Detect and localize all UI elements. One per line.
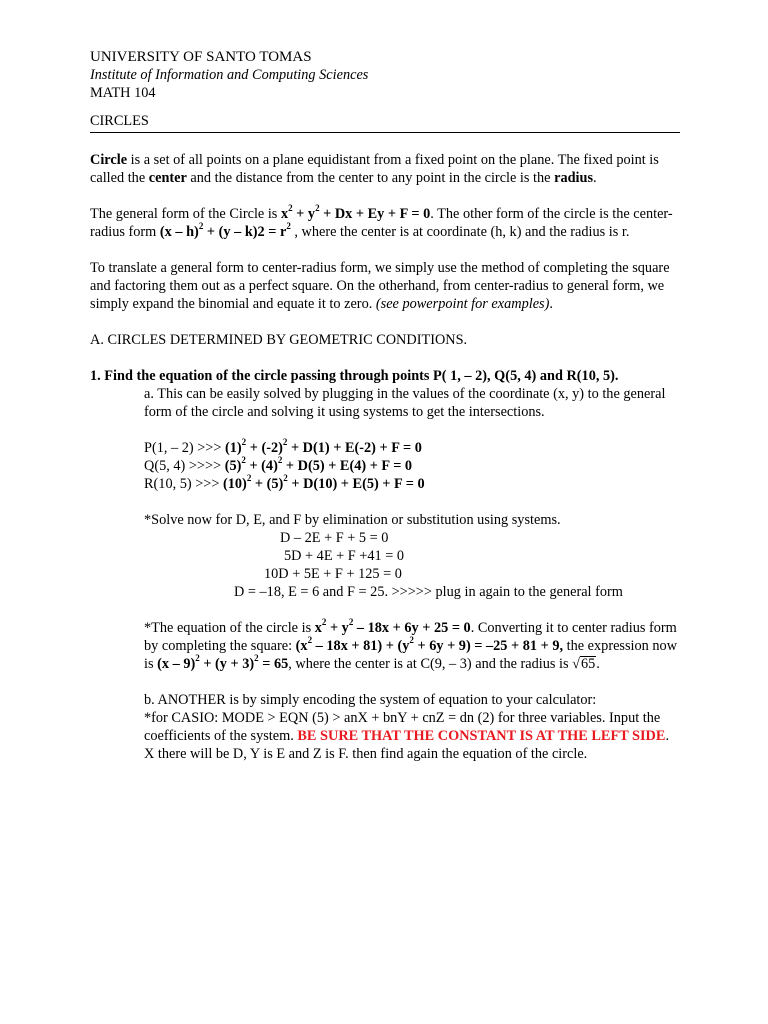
calculator-instructions: *for CASIO: MODE > EQN (5) > anX + bnY + cnZ = dn (2) for three variables. Input the coefficients of the system. BE SURE THAT THE CONSTANT IS AT THE LEFT SIDE. X there will be D, Y is E and Z is F. then find again the equation of the circle. bbox=[144, 710, 670, 762]
equation-p: P(1, – 2) >>> $(1)^2 + (-2)^2 + D(1) + E(-2) + F = 0$ bbox=[144, 437, 422, 456]
circle-definition: Circle is a set of all points on a plane equidistant from a fixed point on the plane. The fixed point is called the center and the distance from the center to any point in the circle is the radius. bbox=[90, 152, 659, 186]
equation-q: Q(5, 4) >>>> $(5)^2 + (4)^2 + D(5) + E(4) + F = 0$ bbox=[144, 455, 413, 474]
circle-equation-paragraph: *The equation of the circle is $x^2 + y^2 - 18x + 6y + 25 = 0$. Converting it to center radius form by completing the square: $(x^2 - 18x + 81) + (y^2 + 6y + 9) = -25 + 81 + 9$, the expression now is $(x - 9)^2 + (y + 3)^2 = 65$, where the center is at C(9, – 3) and the radius is √65. bbox=[144, 617, 678, 672]
document-page bbox=[90, 40, 682, 763]
institute-name: Institute of Information and Computing Sciences bbox=[90, 67, 369, 83]
system-eq-1: D – 2E + F + 5 = 0 bbox=[280, 530, 389, 546]
constant-warning: BE SURE THAT THE CONSTANT IS AT THE LEFT SIDE bbox=[297, 728, 666, 744]
problem-1-title: 1. Find the equation of the circle passing through points P( 1, – 2), Q(5, 4) and R(10, 5). bbox=[90, 368, 619, 384]
topic-title: CIRCLES bbox=[90, 112, 680, 133]
square-root-65: √65 bbox=[572, 656, 596, 672]
solve-intro: *Solve now for D, E, and F by elimination or substitution using systems. bbox=[144, 512, 561, 528]
system-eq-2: 5D + 4E + F +41 = 0 bbox=[284, 548, 405, 564]
university-name: UNIVERSITY OF SANTO TOMAS bbox=[90, 49, 312, 65]
section-heading: A. CIRCLES DETERMINED BY GEOMETRIC CONDITIONS. bbox=[90, 332, 468, 348]
equation-r: R(10, 5) >>> $(10)^2 + (5)^2 + D(10) + E(5) + F = 0$ bbox=[144, 473, 425, 492]
system-result: D = –18, E = 6 and F = 25. >>>>> plug in again to the general form bbox=[234, 584, 623, 600]
course-code: MATH 104 bbox=[90, 85, 156, 101]
problem-1-solution bbox=[90, 385, 682, 763]
calculator-intro: b. ANOTHER is by simply encoding the system of equation to your calculator: bbox=[144, 692, 597, 708]
solution-a-text: a. This can be easily solved by plugging in the values of the coordinate (x, y) to the general form of the circle and solving it using systems to get the intersections. bbox=[144, 386, 666, 420]
system-eq-3: 10D + 5E + F + 125 = 0 bbox=[264, 566, 402, 582]
general-form-paragraph: The general form of the Circle is $x^2 + y^2 + Dx + Ey + F = 0$. The other form of the circle is the center-radius form $(x - h)^2 + (y - k)2 = r^2$ , where the center is at coordinate (h, k) and the radius is r. bbox=[90, 203, 673, 240]
translate-paragraph: To translate a general form to center-radius form, we simply use the method of completing the square and factoring them out as a perfect square. On the otherhand, from center-radius to general form, we simply expand the binomial and equate it to zero. (see powerpoint for examples). bbox=[90, 260, 670, 312]
